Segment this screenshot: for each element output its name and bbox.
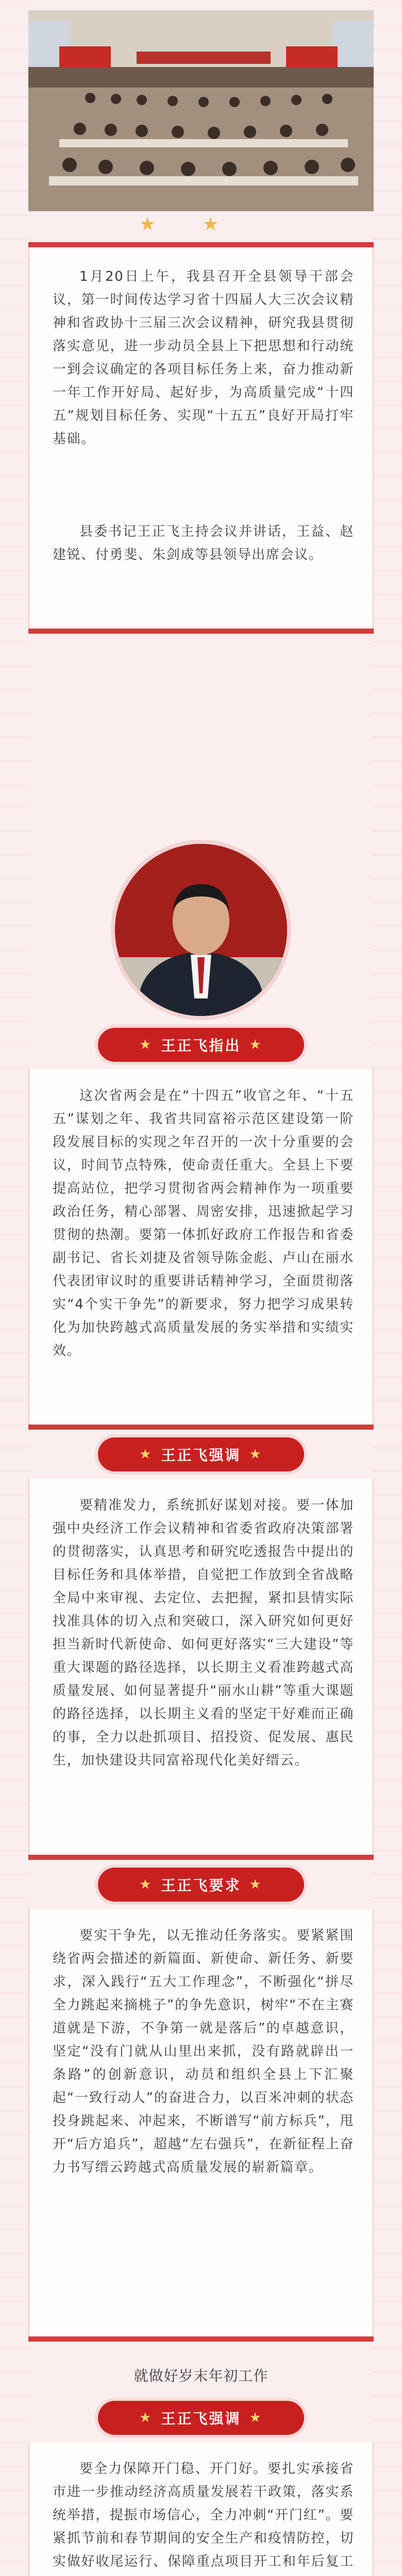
star-icon: ★ [249, 2410, 263, 2426]
section-3-card [28, 1909, 374, 2342]
section-4-card [28, 2442, 374, 2576]
card-edge-bottom [28, 1855, 374, 1860]
section-title-3-text: 王正飞要求 [161, 1877, 241, 1894]
star-icon: ★ [139, 1037, 153, 1053]
star-icon: ★ [249, 1037, 263, 1053]
section-title-1 [98, 1028, 304, 1062]
section-2-card [28, 1479, 374, 1860]
year-end-heading: 就做好岁末年初工作 [133, 2367, 269, 2384]
section-1-card [28, 1069, 374, 1430]
section-title-4 [98, 2401, 304, 2435]
card-edge-bottom [28, 2336, 374, 2342]
star-icon: ★ [249, 1447, 263, 1462]
speaker-portrait [111, 840, 291, 1020]
section-4-paragraph: 要全力保障开门稳、开门好。要扎实承接省市进一步推动经济高质量发展若干政策，落实系统举措，提振市场信心，全力冲刺“开门红”。要紧抓节前和春节期间的安全生产和疫情防控，切实做好收尾运行、保障重点项目开工和年后复工 [53, 2461, 354, 2569]
star-icon: ★ [249, 1877, 263, 1892]
section-3-paragraph: 要实干争先，以无推动任务落实。要紧紧围绕省两会描述的新篇面、新使命、新任务、新要求，深入践行“五大工作理念”，不断强化“拼尽全力跳起来摘桃子”的争先意识，树牢“不在主赛道就是下游，不争第一就是落后”的卓越意识，坚定“没有门就从山里出来抓，没有路就辟出一条路”的创新意识，动员和组织全县上下汇聚起“一致行动人”的奋进合力，以百米冲刺的状态投身跳起来、冲起来，不断谱写“前方标兵”，甩开“后方追兵”，超越“左右强兵”，在新征程上奋力书写缙云跨越式高质量发展的崭新篇章。 [53, 1928, 354, 2175]
intro-card [28, 242, 374, 634]
section-title-2 [98, 1437, 304, 1471]
intro-paragraph-1: 1月20日上午，我县召开全县领导干部会议，第一时间传达学习省十四届人大三次会议精神和省政协十三届三次会议精神，研究我县贯彻落实意见，进一步动员全县上下把思想和行动统一到会议确定的各项目标任务上来，奋力推动新一年工作开好局、起好步，为高质量完成“十四五”规划目标任务、实现“十五五”良好开局打牢基础。 [53, 269, 354, 447]
section-1-paragraph: 这次省两会是在“十四五”收官之年、“十五五”谋划之年、我省共同富裕示范区建设第一阶段发展目标的实现之年召开的一次十分重要的会议，时间节点特殊，使命责任重大。全县上下要提高站位，把学习贯彻省两会精神作为一项重要政治任务，精心部署、周密安排，迅速掀起学习贯彻的热潮。要第一体抓好政府工作报告和省委副书记、省长刘捷及省领导陈金彪、卢山在丽水代表团审议时的重要讲话精神学习，全面贯彻落实“4个实干争先”的新要求，努力把学习成果转化为加快跨越式高质量发展的务实举措和实绩实效。 [53, 1088, 354, 1359]
card-edge-bottom [28, 1425, 374, 1430]
star-icon: ★ [139, 1877, 153, 1892]
star-icon: ★ [139, 1447, 153, 1462]
meeting-photo-top [28, 10, 374, 211]
section-title-4-text: 王正飞强调 [161, 2410, 241, 2427]
card-edge-top [28, 242, 374, 247]
intro-paragraph-2: 县委书记王正飞主持会议并讲话，王益、赵建锐、付勇斐、朱剑成等县领导出席会议。 [53, 524, 354, 563]
section-title-1-text: 王正飞指出 [161, 1037, 241, 1054]
section-title-2-text: 王正飞强调 [161, 1447, 241, 1464]
section-2-paragraph: 要精准发力，系统抓好谋划对接。要一体加强中央经济工作会议精神和省委省政府决策部署的贯彻落实，认真思考和研究吃透报告中提出的目标任务和具体举措，自觉把工作放到全省战略全局中来审视、去定位、去把握，紧扣县情实际找准具体的切入点和突破口，深入研究如何更好担当新时代新使命、如何更好落实“三大建设”等重大课题的路径选择，以长期主义看准跨越式高质量发展、如何显著提升“丽水山耕”等重大课题的路径选择，以长期主义看的坚定干好难而正确的事，全力以赴抓项目、招投资、促发展、惠民生，加快建设共同富裕现代化美好缙云。 [53, 1498, 354, 1768]
star-icon: ★ [139, 2410, 153, 2426]
section-title-3 [98, 1868, 304, 1902]
card-edge-bottom [28, 629, 374, 634]
star-decoration-icons: ★★ [139, 214, 265, 235]
